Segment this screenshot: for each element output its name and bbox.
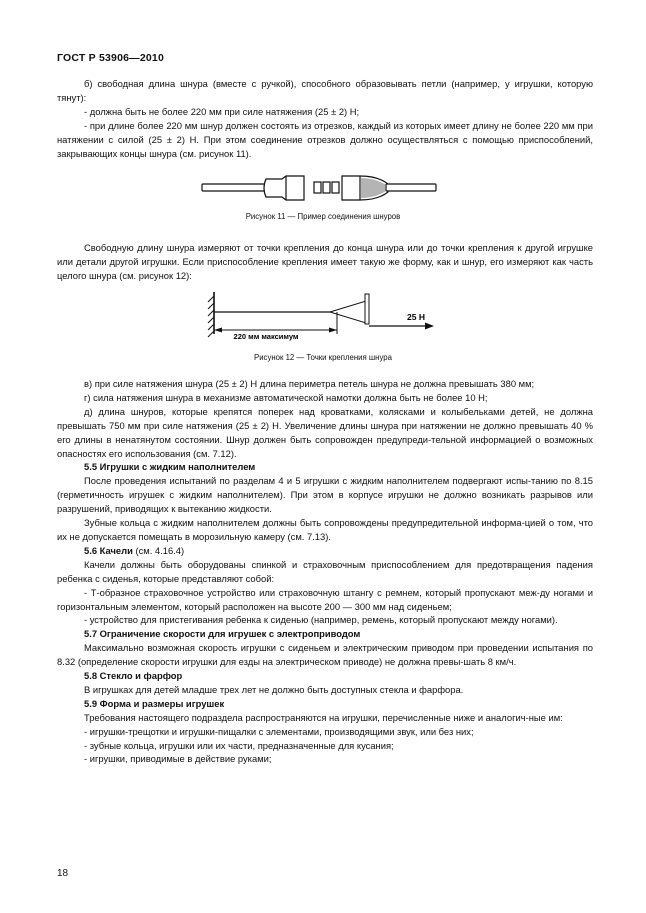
pin — [332, 182, 339, 193]
paragraph: В игрушках для детей младше трех лет не должно быть доступных стекла и фарфора. — [84, 683, 464, 695]
section-heading — [57, 544, 593, 558]
paragraph: Зубные кольца с жидким наполнителем должны быть сопровождены предупредительной информа-цией о том, что их не допускается помещать в морозильную камеру (см. 7.13). — [57, 517, 593, 542]
section-heading: 5.5 Игрушки с жидким наполнителем — [84, 461, 256, 473]
pin — [314, 182, 321, 193]
paragraph: Качели должны быть оборудованы спинкой и страховочным приспособлением для предотвращения падения ребенка с сиденья, которые представляют собой: — [57, 558, 593, 584]
attachment-cone — [330, 301, 366, 323]
length-label: 220 мм максимум — [233, 332, 299, 341]
document-header: ГОСТ Р 53906—2010 — [57, 52, 165, 64]
figure-11-cord-connector — [200, 172, 440, 206]
cord-left — [202, 184, 268, 191]
heading-reference: (см. 4.16.4) — [132, 544, 185, 556]
force-label: 25 Н — [407, 312, 425, 322]
paragraph: г) сила натяжения шнура в механизме автоматической намотки должна быть не более 10 Н; — [84, 391, 488, 403]
paragraph: - игрушки, приводимые в действие руками; — [84, 753, 272, 765]
paragraph: - игрушки-трещотки и игрушки-пищалки с элементами, производящими звук, или без них; — [84, 725, 474, 737]
paragraph: д) длина шнуров, которые крепятся поперек над кроватками, колясками и колыбельками детей, не должна превышать 750 мм при силе натяжения (25 ± 2) Н. Увеличение длины шнура при натяжении не должно превышать 40 % его длины в ненатянутом состоянии. Шнур должен быть сопровожден предупреди-тельной информацией о возможных опасностях его использования (см. 7.12). — [57, 405, 593, 459]
section-heading: 5.7 Ограничение скорости для игрушек с электроприводом — [84, 628, 361, 640]
paragraph: б) свободная длина шнура (вместе с ручкой), способного образовывать петли (например, у игрушки, которую тянут): — [57, 78, 593, 103]
page-number: 18 — [57, 868, 69, 879]
paragraph: Свободную длину шнура измеряют от точки крепления до конца шнура или до точки крепления к другой игрушке или детали другой игрушки. Если приспособление крепления имеет такую же форму, как и шнур, его измеряют как часть целого шнура (см. рисунок 12): — [57, 242, 593, 281]
pin — [323, 182, 330, 193]
figure-12-cord-attachment — [200, 290, 440, 346]
cord-right — [386, 184, 436, 191]
paragraph: Максимально возможная скорость игрушки с сиденьем и электрическим приводом при проведении испытания по 8.32 (определение скорости игрушки для езды на электрическом приводе) не должна превы-шать 8 км/ч. — [57, 642, 593, 668]
paragraph: После проведения испытаний по разделам 4 и 5 игрушки с жидким наполнителем подвергают испы-танию по 8.15 (герметичность игрушек с жидким наполнителем). При этом в корпусе игрушки не должно возникать разрывов или разрушений, приводящих к вытеканию жидкости. — [57, 475, 593, 515]
paragraph: - при длине более 220 мм шнур должен состоять из отрезков, каждый из которых имеет длину не более 220 мм при натяжении с силой (25 ± 2) Н. При этом соединение отрезков должно осуществляться с помощью приспособлений, закрывающих концы шнура (см. рисунок 11). — [57, 119, 593, 159]
figure-11-caption: Рисунок 11 — Пример соединения шнуров — [245, 212, 401, 221]
figure-12-caption: Рисунок 12 — Точки крепления шнура — [254, 353, 392, 362]
paragraph: - устройство для пристегивания ребенка к сиденью (например, ремень, который пропускают между ногами). — [84, 614, 558, 626]
paragraph: - Т-образное страховочное устройство или страховочную штангу с ремнем, который пропускают меж-ду ногами и горизонтальным элементом, который расположен на высоте 200 — 300 мм над сиденьем; — [57, 586, 593, 612]
paragraph: - зубные кольца, игрушки или их части, предназначенные для кусания; — [84, 739, 394, 751]
section-heading: 5.8 Стекло и фарфор — [84, 670, 183, 682]
attachment-plate — [365, 294, 369, 324]
paragraph: Требования настоящего подраздела распространяются на игрушки, перечисленные ниже и аналогич-ные им: — [84, 711, 563, 723]
paragraph: - должна быть не более 220 мм при силе натяжения (25 ± 2) Н; — [84, 105, 360, 117]
heading-bold: 5.6 Качели — [84, 544, 133, 556]
plug-left — [264, 176, 304, 200]
text-block-3 — [57, 377, 593, 766]
text-block-1 — [57, 77, 593, 160]
paragraph: в) при силе натяжения шнура (25 ± 2) Н длина периметра петель шнура не должна превышать 380 мм; — [84, 378, 535, 389]
text-block-2 — [57, 241, 593, 283]
section-heading: 5.9 Форма и размеры игрушек — [84, 697, 225, 709]
